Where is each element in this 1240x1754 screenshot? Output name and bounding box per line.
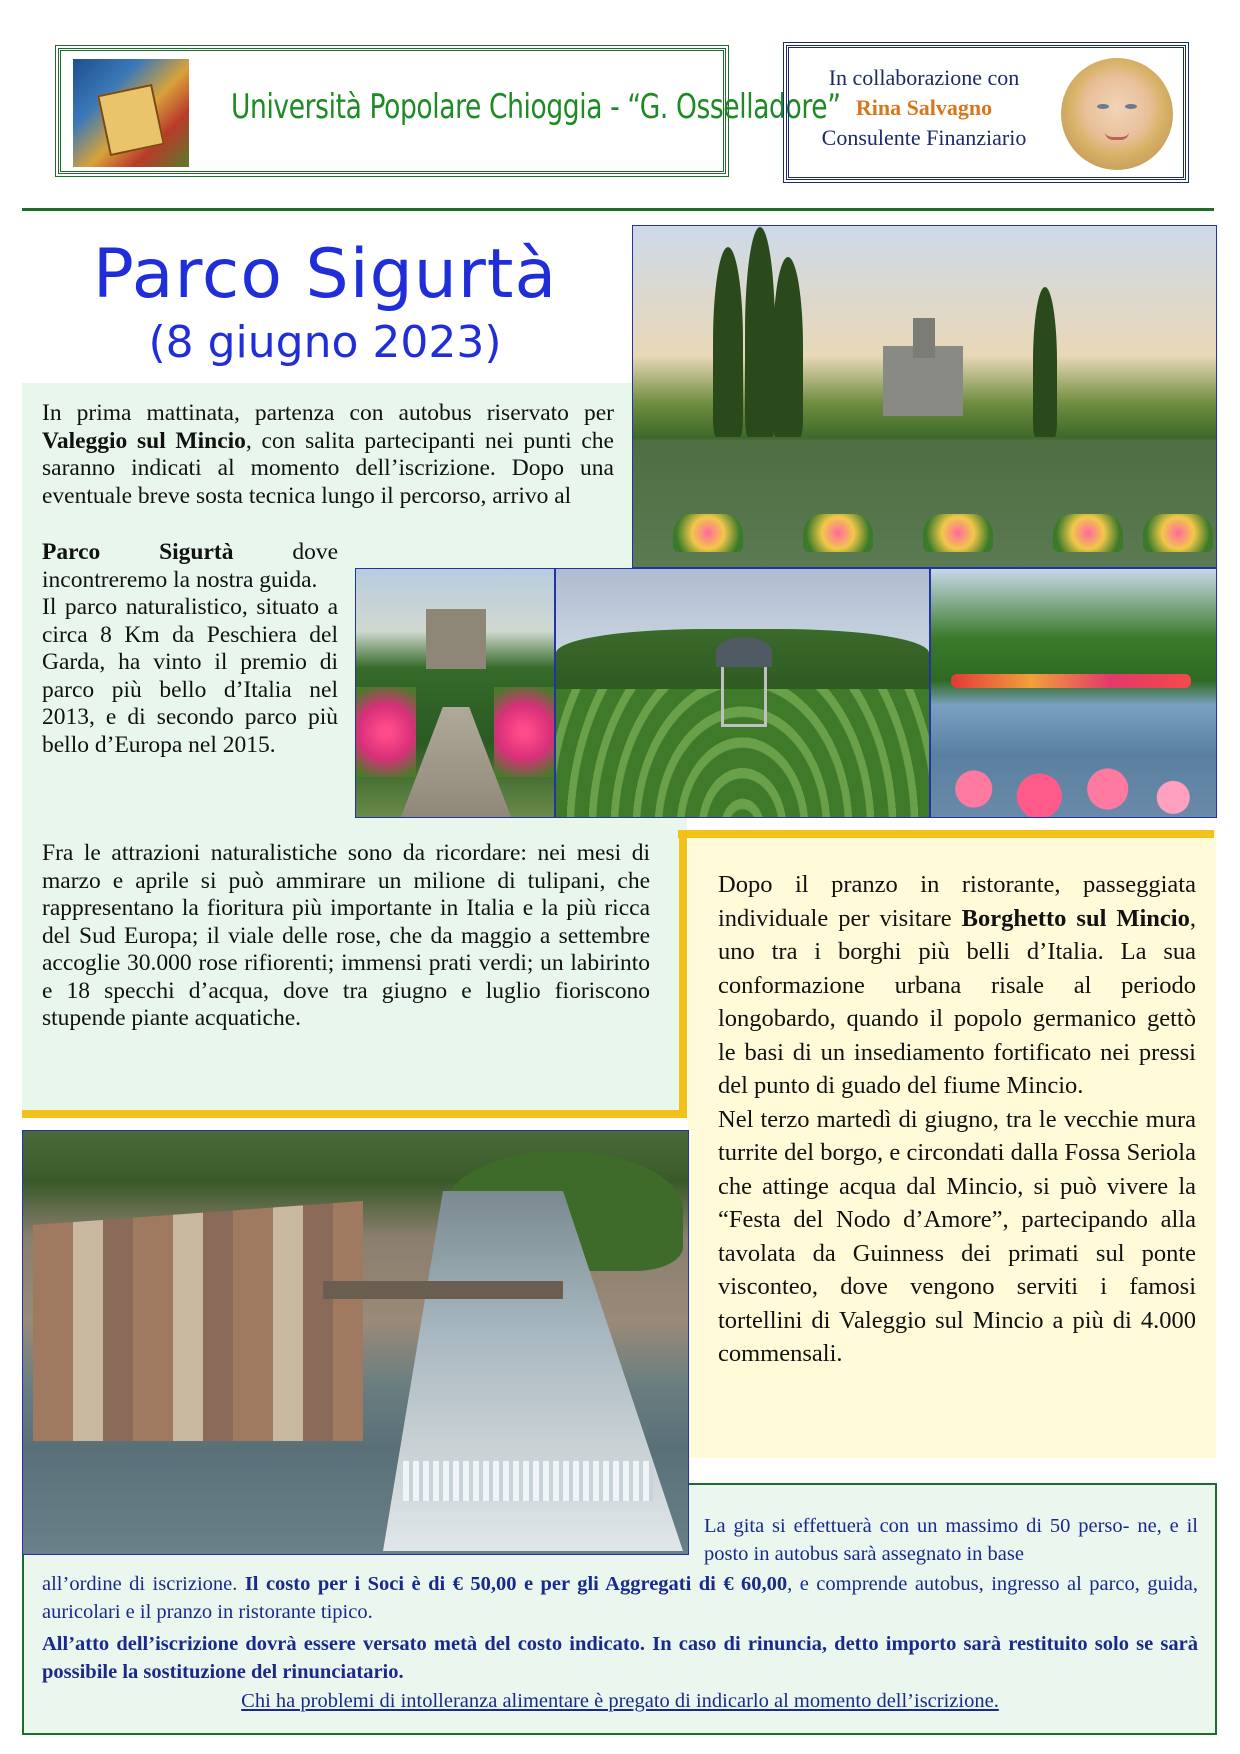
intro-panel-bottom-rule: [22, 1110, 687, 1118]
place-valeggio: Valeggio sul Mincio: [42, 427, 246, 454]
header-divider: [22, 208, 1214, 211]
cost-highlight: Il costo per i Soci è di € 50,00 e per gli Aggregati di € 60,00: [244, 1573, 788, 1595]
cost-text: all’ordine di iscrizione. Il costo per i Soci è di € 50,00 e per gli Aggregati di € 60,00, e comprende autobus, ingresso al parco, guida, auricolari e il pranzo in ristorante tipico.: [42, 1573, 1199, 1623]
university-header: [58, 48, 841, 174]
deposit-text: All’atto dell’iscrizione dovrà essere versato metà del costo indicato. In caso di rinuncia, detto importo sarà restituito solo se sarà possibile la sostituzione del rinunciatario.: [42, 1633, 1198, 1683]
place-parco-sigurta: Parco Sigurtà: [42, 539, 234, 565]
collab-intro: In collaborazione con: [828, 65, 1020, 90]
labyrinth-photo: [555, 568, 930, 818]
attractions-paragraph: Fra le attrazioni naturalistiche sono da ricordare: nei mesi di marzo e aprile si può ammirare un milione di tulipani, che rappresentano la fioritura più importante in Italia e la più ricca del Sud Europa; il viale delle rose, che da maggio a settembre accoglie 30.000 rose rifiorenti; immensi prati verdi; un labirinto e 18 specchi d’acqua, dove tra giugno e luglio fioriscono stupende piante acquatiche.: [42, 840, 650, 1031]
borghetto-aerial-photo: [22, 1130, 689, 1555]
university-name: Università Popolare Chioggia - “G. Osselladore”: [231, 87, 841, 127]
park-awards-text: Il parco naturalistico, situato a circa 8 Km da Peschiera del Garda, ha vinto il premio di parco più bello d’Italia nel 2013, e di secondo parco più bello d’Europa nel 2015.: [42, 594, 338, 758]
collab-name: Rina Salvagno: [855, 95, 993, 120]
collab-role: Consulente Finanziario: [821, 125, 1027, 150]
garden-photo: [632, 225, 1217, 568]
participants-limit-text: La gita si effettuerà con un massimo di 50 perso- ne, e il posto in autobus sarà assegnato in base: [704, 1515, 1198, 1565]
rose-avenue-photo: [355, 568, 555, 818]
water-lilies-photo: [930, 568, 1217, 818]
collaboration-box: [786, 45, 1186, 180]
borghetto-panel-top-rule: [678, 830, 1214, 838]
intro-paragraph: In prima mattinata, partenza con autobus riservato per Valeggio sul Mincio, con salita partecipanti nei punti che saranno indicati al momento dell’iscrizione. Dopo una eventuale breve sosta tecnica lungo il percorso, arrivo al: [42, 400, 614, 509]
festa-paragraph: Nel terzo martedì di giugno, tra le vecchie mura turrite del borgo, e circondati dalla Fossa Seriola che attinge acqua dal Mincio, si può vivere la “Festa del Nodo d’Amore”, partecipando alla tavolata da Guinness dei primati sul ponte visconteo, dove vengono serviti i famosi tortellini di Valeggio sul Mincio a più di 4.000 commensali.: [718, 1105, 1196, 1367]
page-title: Parco Sigurtà: [92, 235, 558, 314]
intro-paragraph-continued: Parco Sigurtà dove incontreremo la nostra guida. Il parco naturalistico, situato a circa 8 Km da Peschiera del Garda, ha vinto il premio di parco più bello d’Italia nel 2013, e di secondo parco più bello d’Europa nel 2015.: [42, 539, 338, 758]
book-logo-icon: [73, 59, 189, 167]
place-borghetto: Borghetto sul Mincio: [961, 904, 1190, 932]
page-subtitle: (8 giugno 2023): [148, 317, 502, 368]
allergy-note: Chi ha problemi di intolleranza alimentare è pregato di indicarlo al momento dell’iscrizione.: [241, 1690, 999, 1712]
avatar: [1061, 58, 1173, 170]
intro-panel-side-rule: [679, 830, 687, 1118]
borghetto-paragraph: Dopo il pranzo in ristorante, passeggiata individuale per visitare Borghetto sul Mincio, uno tra i borghi più belli d’Italia. La sua conformazione urbana risale al periodo longobardo, quando il popolo germanico gettò le basi di un insediamento fortificato nei pressi del punto di guado del fiume Mincio. Nel terzo martedì di giugno, tra le vecchie mura turrite del borgo, e circondati dalla Fossa Seriola che attinge acqua dal Mincio, si può vivere la “Festa del Nodo d’Amore”, partecipando alla tavolata da Guinness dei primati sul ponte visconteo, dove vengono serviti i famosi tortellini di Valeggio sul Mincio a più di 4.000 commensali.: [718, 871, 1196, 1367]
